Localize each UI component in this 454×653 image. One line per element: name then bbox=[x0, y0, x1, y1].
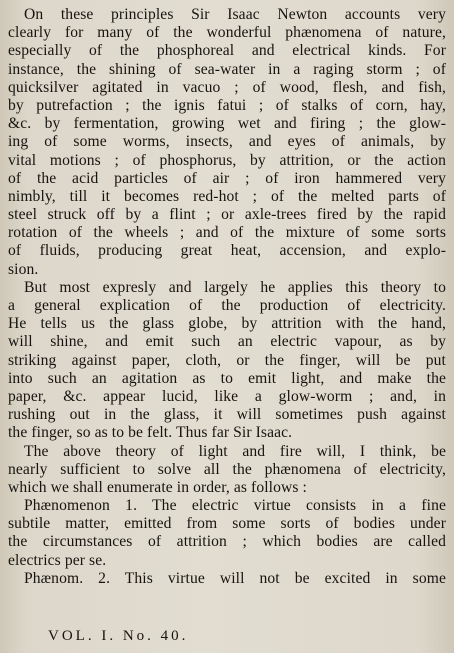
text-line: electrics per se. bbox=[8, 551, 107, 569]
text-line: the circumstances of attrition ; which bodies are called bbox=[8, 533, 446, 551]
text-line: by putrefaction ; the ignis fatui ; of stalks of corn, hay, bbox=[8, 96, 446, 114]
page-text bbox=[8, 0, 446, 588]
text-line: quicksilver agitated in vacuo ; of wood, flesh, and fish, bbox=[8, 78, 446, 96]
text-line: Phænom. 2. This virtue will not be excited in some bbox=[24, 569, 446, 587]
text-line: a general explication of the production of electricity. bbox=[8, 297, 446, 314]
text-line: paper, &c. appear lucid, like a glow-worm ; and, in bbox=[8, 387, 446, 405]
text-line: The above theory of light and fire will, I think, be bbox=[24, 442, 446, 460]
text-line: into such an agitation as to emit light, and make the bbox=[8, 369, 446, 387]
text-line: rotation of the wheels ; and of the mixture of some sorts bbox=[8, 224, 446, 242]
text-line: which we shall enumerate in order, as follows : bbox=[8, 478, 307, 496]
text-line: Phænomenon 1. The electric virtue consists in a fine bbox=[24, 497, 446, 515]
text-line: instance, the shining of sea-water in a raging storm ; of bbox=[8, 60, 446, 78]
text-line: especially of the phosphoreal and electrical kinds. For bbox=[8, 42, 446, 60]
text-line: nearly sufficient to solve all the phænomena of electricity, bbox=[8, 460, 446, 478]
text-line: sion. bbox=[8, 260, 39, 278]
text-line: But most expresly and largely he applies this theory to bbox=[24, 278, 446, 296]
text-line: rushing out in the glass, it will sometimes push against bbox=[8, 406, 446, 424]
text-line: will shine, and emit such an electric vapour, as by bbox=[8, 333, 446, 351]
text-line: striking against paper, cloth, or the finger, will be put bbox=[8, 351, 446, 369]
text-line: of the acid particles of air ; of iron hammered very bbox=[8, 169, 446, 187]
text-line: He tells us the glass globe, by attrition with the hand, bbox=[8, 315, 446, 333]
text-line: clearly for many of the wonderful phænomena of nature, bbox=[8, 24, 446, 42]
volume-footer: VOL. I. No. 40. bbox=[48, 628, 189, 644]
text-line: &c. by fermentation, growing wet and firing ; the glow- bbox=[8, 115, 446, 133]
text-line: of fluids, producing great heat, accension, and explo- bbox=[8, 242, 446, 260]
text-line: the finger, so as to be felt. Thus far Sir Isaac. bbox=[8, 424, 293, 442]
text-line: steel struck off by a flint ; or axle-trees fired by the rapid bbox=[8, 206, 446, 224]
text-line: nimbly, till it becomes red-hot ; of the melted parts of bbox=[8, 187, 446, 205]
text-line: ing of some worms, insects, and eyes of animals, by bbox=[8, 133, 446, 151]
text-line: subtile matter, emitted from some sorts of bodies under bbox=[8, 515, 446, 533]
text-line: On these principles Sir Isaac Newton accounts very bbox=[24, 6, 446, 23]
text-line: vital motions ; of phosphorus, by attrition, or the action bbox=[8, 151, 446, 169]
